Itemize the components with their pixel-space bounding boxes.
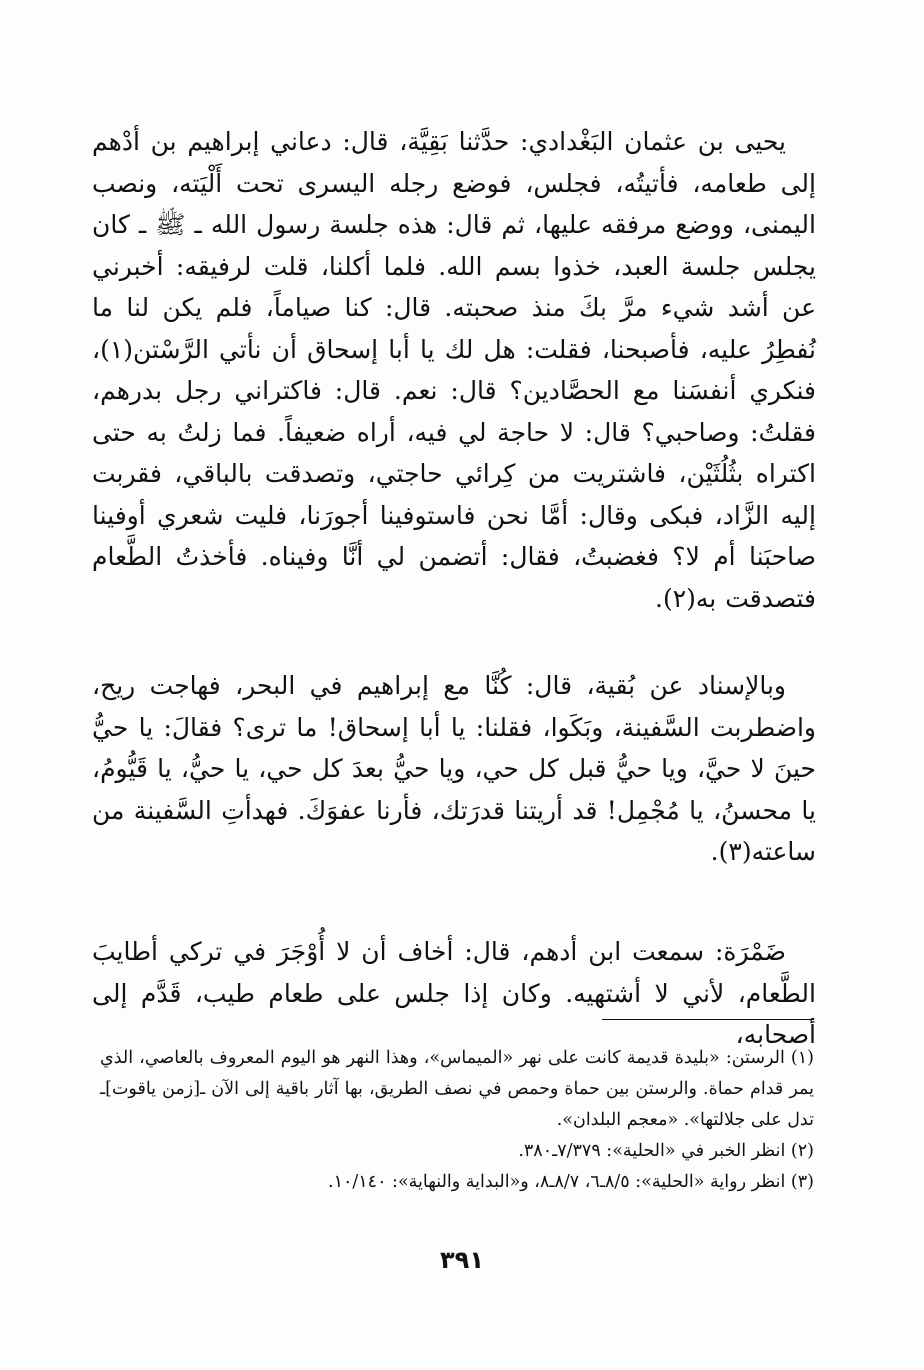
- footnote-1: (١) الرستن: «بليدة قديمة كانت على نهر «الميماس»، وهذا النهر هو اليوم المعروف بالعاصي، الذي يمر قدام حماة. والرستن بين حماة وحمص في نصف الطريق، بها آثار باقية إلى الآن ـ[زمن ياقوت]ـ تدل على جلالتها». «معجم البلدان».: [100, 1048, 814, 1130]
- page-number: ٣٩١: [440, 1246, 484, 1274]
- paragraph-yahya-narration: [92, 121, 816, 619]
- footnote-3: (٣) انظر رواية «الحلية»: ٨/٥ـ٦، ٨/٧ـ٨، و«البداية والنهاية»: ١٠/١٤٠.: [328, 1172, 814, 1192]
- paragraph-text: وبالإسناد عن بُقية، قال: كُنَّا مع إبراهيم في البحر، فهاجت ريح، واضطربت السَّفينة، وبَكَوا، فقلنا: يا أبا إسحاق! ما ترى؟ فقالَ: يا حيُّ حينَ لا حيَّ، ويا حيُّ قبل كل حي، ويا حيُّ بعدَ كل حي، يا حيُّ، يا قَيُّومُ، يا محسنُ، يا مُجْمِل! قد أريتنا قدرَتك، فأرنا عفوَكَ. فهدأتِ السَّفينة من ساعته(٣).: [92, 671, 816, 866]
- footnotes: [100, 1043, 814, 1198]
- paragraph-baqiyya-narration: [92, 665, 816, 873]
- footnote-2: (٢) انظر الخبر في «الحلية»: ٧/٣٧٩ـ٣٨٠.: [518, 1141, 814, 1161]
- paragraph-text: ضَمْرَة: سمعت ابن أدهم، قال: أخاف أن لا أُوْجَرَ في تركي أطايبَ الطَّعام، لأني لا أشتهيه. وكان إذا جلس على طعام طيب، قَدَّم إلى أصحابه،: [92, 937, 816, 1049]
- paragraph-damra-narration: [92, 931, 816, 1056]
- paragraph-text: يحيى بن عثمان البَغْدادي: حدَّثنا بَقِيَّة، قال: دعاني إبراهيم بن أدْهم إلى طعامه، فأتيتُه، فجلس، فوضع رجله اليسرى تحت أَلْيَته، ونصب اليمنى، ووضع مرفقه عليها، ثم قال: هذه جلسة رسول الله ـ ﷺ ـ كان يجلس جلسة العبد، خذوا بسم الله. فلما أكلنا، قلت لرفيقه: أخبرني عن أشد شيء مرَّ بكَ منذ صحبته. قال: كنا صياماً، فلم يكن لنا ما نُفطِرُ عليه، فأصبحنا، فقلت: هل لك يا أبا إسحاق أن نأتي الرَّسْتن(١)، فنكري أنفسَنا مع الحصَّادين؟ قال: نعم. قال: فاكتراني رجل بدرهم، فقلتُ: وصاحبي؟ قال: لا حاجة لي فيه، أراه ضعيفاً. فما زلتُ به حتى اكتراه بثُلُثَيْن، فاشتريت من كِرائي حاجتي، وتصدقت بالباقي، فقربت إليه الزَّاد، فبكى وقال: أمَّا نحن فاستوفينا أجورَنا، فليت شعري أوفينا صاحبَنا أم لا؟ فغضبتُ، فقال: أتضمن لي أنَّا وفيناه. فأخذتُ الطَّعام فتصدقت به(٢).: [92, 127, 816, 613]
- footnote-separator: [602, 1019, 814, 1020]
